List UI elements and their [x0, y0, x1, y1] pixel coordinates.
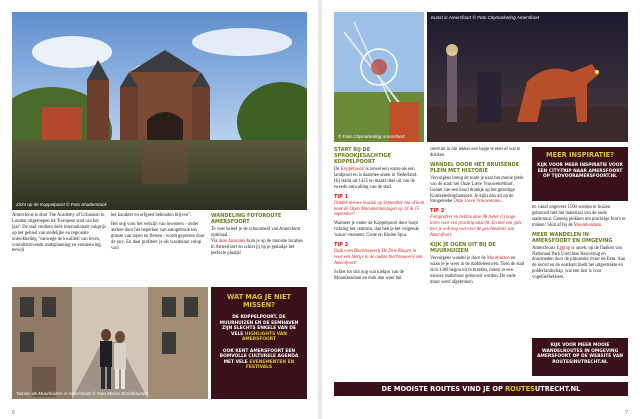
plein-text: Vervolgens breng de route je naar het mooie plein van de stad: het Onze Lieve Vrouwekerkhof. Geniet van een koud drankje op het gezellige Krankeledenplantsoen. Je kijkt dan uit op de fotogenieke [430, 175, 524, 205]
right-column-1 [334, 147, 424, 285]
intro-paragraph-2: het karakter en erfgoed behouden blijven". [111, 213, 192, 218]
left-page [0, 0, 318, 419]
walk-rest: kom je op de mooiste locaties in Amersfoort en schiet jij op je gemakje het perfecte plaatje! [211, 238, 303, 256]
muurhuizen-photo [12, 287, 208, 399]
muurhuizen-heading: KIJK JE OGEN UIT BIJ DE MUURHUIZEN [430, 241, 496, 254]
banner-brand-2: UTRECHT.NL [534, 385, 581, 393]
routes-box [532, 338, 628, 376]
tip2-text[interactable]: Duik even Bierbrouwerij De Drie Ringen in voor een biertje in de oudste bierbrouwerij van Amersfoort! [334, 249, 423, 266]
muurhuizen-illustration [12, 287, 208, 399]
highlights-box [211, 287, 307, 399]
muur-text2: en waan je je weer in de middeleeuwen. Toen de stad zich 1380 begon uit te breiden, moest er een nieuwe stadsmuur gebouwd worden. De oude muur werd afgebroken [430, 255, 525, 285]
fotoroute-link[interactable]: deze fotoroute [218, 238, 246, 244]
right-page [322, 0, 640, 419]
photo-caption-3: © Foto Citymarketing Amersfoort [338, 134, 405, 139]
koppelpoort-paragraph [334, 167, 424, 191]
intro-column-1 [12, 213, 106, 257]
inspiration-box [532, 147, 628, 201]
photo-caption-2: Tussen de Muurhuizen in Amersfoort © Foto Marco Brockhausen [16, 391, 149, 396]
start-text: is zowel een water-als een landpoort en is daarmee uniek in Nederland. Hij stamt uit 1425 en maakt deel uit van de tweede omwalling van de stad. [334, 167, 418, 190]
walk-column [211, 213, 307, 260]
tower-link[interactable]: Onze Lieve Vrouwetoren [453, 199, 501, 205]
tip3-text[interactable]: Fotografeer en beklim deze 98 meter (!) hoge toren voor een prachtig uitzicht. En met een gids leer je ook nog wat over de geschiedenis van Amersfoort. [430, 215, 522, 239]
walk-end-paragraph: Schiet tot slot nog wat kiekjes van de Monnikendam en duik dan weer het [334, 269, 404, 281]
right-column-2 [430, 147, 526, 289]
highlights-line2: OOK KENT AMERSFOORT EEN BOMVOLLE CULTURELE AGENDA MET VELE [219, 348, 299, 365]
muurhuizen-paragraph [430, 256, 526, 286]
intro-paragraph: Amersfoort is door The Academy of Urbanism in Londen uitgeroepen tot 'Europese stad van het jaar'. De stad verdient deze internationale vakprijs op het gebied van stedelijke en regionale ontwikkeling "vanwege de kwaliteit van leven, voorultstrevende stadsplanning en vernieuwing, terwijl [12, 213, 106, 254]
col3-text: en vanaf ongeveer 1500 werden er huizen gebouwd met het materiaal van de oude stadsmuur. Geneeg plekken om prachtige foto's te maken! Sluit af bij de [532, 205, 626, 228]
plein-heading: WANDEL DOOR HET BRUISENDE PLEIN MET HISTORIE [430, 161, 520, 174]
walk-via: Via [211, 238, 219, 244]
highlights-link[interactable]: HIGHLIGHTS VAN AMERSFOORT [242, 331, 287, 343]
banner-text: DE MOOISTE ROUTES VIND JE OP [381, 385, 506, 393]
highlights-title: WAT MAG JE NIET MISSEN? [227, 293, 291, 309]
walk-heading: WANDELING FOTOROUTE AMERSFOORT [211, 213, 282, 225]
routes-banner[interactable] [334, 382, 628, 396]
koppelpoort-heading: START BIJ DE SPROOKJESACHTIGE KOPPELPOORT [334, 147, 391, 165]
muurhuizen-link[interactable]: Muurhuizen [486, 255, 510, 261]
page-number-right: 7 [625, 410, 628, 416]
region-heading: MEER WANDELEN IN AMERSFOORT EN OMGEVING [532, 231, 613, 244]
art-installation-illustration [334, 12, 424, 142]
walk-paragraph [211, 227, 307, 257]
intro-paragraph-3: Het oog voor het welzijn van inwoners - onder andere door het beperken van autogebruik ten gunste van lopen en fietsen - wordt geprezen door de jury. En daar profiteer je als wandelaar volop van! [111, 221, 205, 251]
col3-paragraph: en vanaf ongeveer 1500 werden er huizen gebouwd met het materiaal van de oude stadsmuur. Geneeg plekken om prachtige foto's te maken! Sluit af bij de Monnikendam. [532, 205, 626, 228]
start-pre: De [334, 167, 341, 172]
koppelpoort-photo [12, 12, 307, 210]
events-link[interactable]: EVENEMENTEN EN FESTIVALS [245, 359, 295, 371]
tip1-heading: TIP 1 [334, 193, 349, 200]
wolf-sculpture-illustration [427, 12, 628, 142]
highlights-body [211, 315, 307, 371]
col2-paragraph: centrum in om lekker een hapje te eten of wat te drinken. [430, 147, 521, 158]
tip1-text[interactable]: Ontdek nieuwe muziek op September-ma of kom naar de Open Monumentendagen op 14 & 15 september! [334, 200, 424, 218]
page-number-left: 6 [12, 410, 15, 416]
routes-box-text[interactable]: KIJK VOOR MEER MOOIE WANDELROUTES IN OMGEVING AMERSFOORT OP DE WEBSITE VAN ROUTESINUTRECHT.NL [537, 343, 623, 365]
banner-brand: ROUTES [505, 385, 535, 393]
walk-on-paragraph: Wanneer je onder de Koppelpoort door loopt richting het centrum, dan heb je het volgende 'wauw'-moment: Grote en Kleine Spui. [334, 221, 419, 239]
region-text: is uniek: op de flanken van Nationaal Park Utrechtse Heuvelrug en doorsneden door de pittoreske rivier de Eem. Aan de noord en de oostkant biedt het uitgestrekte en polderlandschap, wat een lust is voor vogelliefhebbers. [532, 245, 626, 281]
koppelpoort-link[interactable]: Koppelpoort [340, 167, 365, 172]
muur-text1: Vervolgens wandel je door de [430, 255, 487, 261]
region-paragraph [532, 246, 628, 281]
highlights-line1: DE KOPPELPOORT, DE MUURHUIZEN EN DE EEMHAVEN ZIJN SLECHTS ENKELE VAN DE VELE [219, 315, 299, 337]
plein-paragraph: Vervolgens breng de route je naar het mooie plein van de stad: het Onze Lieve Vrouwekerkhof. Geniet van een koud drankje op het gezellige Krankeledenplantsoen. Je kijkt dan uit op de fotogenieke Onze Lieve Vrouwetoren. [430, 175, 524, 205]
region-pre: Amersfoorts [532, 245, 557, 251]
kunst-photo-left [334, 12, 424, 142]
inspiration-title: MEER INSPIRATIE? [546, 151, 614, 159]
photo-caption: Zicht op de Koppelpoort © Foto Shutterstock [16, 202, 107, 207]
tip3-heading: TIP 3 [430, 208, 445, 215]
right-column-3 [532, 205, 628, 284]
walk-text: Te voet beleef je de schoonheid van Amersfoort optimaal. [211, 227, 301, 238]
koppelpoort-illustration [12, 12, 307, 210]
monnikendam-link[interactable]: Monnikendam [573, 222, 602, 228]
egging-link[interactable]: Egging [556, 245, 571, 251]
inspiration-body[interactable]: KIJK VOOR MEER INSPIRATIE VOOR EEN CITY-TRIP NAAR AMERSFOORT OP TIJDVOORAMERSFOORT.NL [537, 163, 623, 180]
tip2-heading: TIP 2 [334, 242, 349, 249]
photo-caption-4: Kunst in Amersfoort © Foto Citymarketing Amersfoort [431, 15, 540, 20]
intro-column-2 [111, 213, 205, 254]
kunst-photo-right [427, 12, 628, 142]
